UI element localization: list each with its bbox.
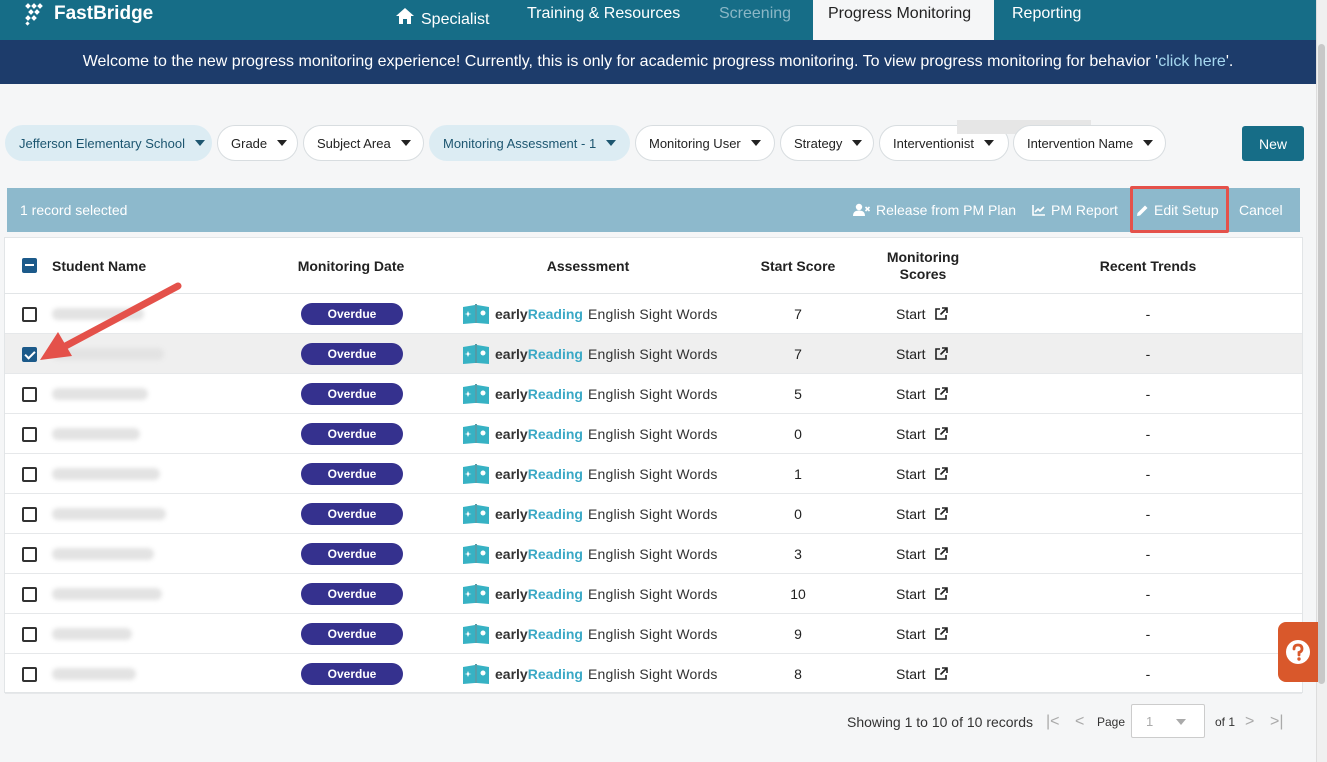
- help-icon: [1285, 639, 1311, 665]
- release-label: Release from PM Plan: [876, 202, 1017, 218]
- assessment-cell: [462, 414, 718, 454]
- last-page-icon[interactable]: >|: [1270, 713, 1284, 730]
- row-checkbox[interactable]: [22, 387, 37, 402]
- assessment-brand-early: early: [495, 306, 528, 322]
- pager-summary: Showing 1 to 10 of 10 records: [847, 714, 1034, 730]
- table-row[interactable]: [5, 414, 1302, 454]
- early-reading-book-icon: [462, 383, 490, 405]
- nav-specialist-label: Specialist: [421, 11, 490, 28]
- assessment-brand-reading: Reading: [527, 626, 583, 642]
- row-checkbox[interactable]: [22, 427, 37, 442]
- header-monitoring-date[interactable]: Monitoring Date: [297, 258, 405, 274]
- early-reading-book-icon: [462, 303, 490, 325]
- assessment-brand-early: early: [495, 386, 528, 402]
- table-row[interactable]: [5, 454, 1302, 494]
- start-score: 7: [794, 346, 802, 362]
- early-reading-book-icon: [462, 583, 490, 605]
- row-checkbox[interactable]: [22, 507, 37, 522]
- start-score: 3: [794, 546, 802, 562]
- early-reading-book-icon: [462, 623, 490, 645]
- recent-trend: -: [1145, 626, 1151, 642]
- user-remove-icon: [853, 203, 871, 217]
- table-row[interactable]: [5, 534, 1302, 574]
- assessment-cell: [462, 294, 718, 334]
- assessment-cell: [462, 614, 718, 654]
- assessment-name: English Sight Words: [587, 346, 718, 362]
- chevron-down-icon: [751, 140, 761, 146]
- pm-report-button[interactable]: [1032, 188, 1118, 232]
- start-label: Start: [896, 506, 926, 522]
- start-score: 0: [794, 506, 802, 522]
- cancel-button[interactable]: Cancel: [1239, 202, 1283, 218]
- external-link-icon: [934, 587, 948, 601]
- recent-trend: -: [1145, 306, 1151, 322]
- start-label: Start: [896, 666, 926, 682]
- assessment-cell: [462, 534, 718, 574]
- recent-trend: -: [1145, 346, 1151, 362]
- filter-school[interactable]: [5, 125, 212, 161]
- header-monitoring-scores-line2: Scores: [899, 266, 947, 282]
- new-button[interactable]: New: [1242, 126, 1304, 161]
- assessment-brand-early: early: [495, 466, 528, 482]
- chevron-down-icon: [401, 140, 411, 146]
- annotation-arrow: [36, 280, 186, 370]
- first-page-icon[interactable]: |<: [1046, 713, 1060, 730]
- fastbridge-logo-icon: [24, 2, 48, 26]
- students-table: [4, 237, 1303, 693]
- banner-text: Welcome to the new progress monitoring experience! Currently, this is only for academic progress monitoring. To view progress monitoring for behavior ': [82, 53, 1159, 70]
- status-badge: Overdue: [301, 303, 403, 325]
- start-score: 5: [794, 386, 802, 402]
- filter-strategy-label: Strategy: [794, 135, 843, 151]
- chevron-down-icon: [852, 140, 862, 146]
- assessment-name: English Sight Words: [587, 386, 718, 402]
- prev-page-icon[interactable]: <: [1075, 713, 1085, 730]
- page-select-value: 1: [1146, 713, 1154, 729]
- filter-monitoring-user-label: Monitoring User: [649, 135, 741, 151]
- release-from-pm-plan-button[interactable]: [853, 188, 1016, 232]
- assessment-name: English Sight Words: [587, 466, 718, 482]
- next-page-icon[interactable]: >: [1245, 713, 1255, 730]
- filter-grade-label: Grade: [231, 135, 268, 151]
- external-link-icon: [934, 347, 948, 361]
- monitoring-scores-start-link[interactable]: [896, 294, 948, 334]
- assessment-cell: [462, 574, 718, 614]
- start-label: Start: [896, 466, 926, 482]
- filter-intervention-name[interactable]: [1013, 125, 1166, 161]
- monitoring-scores-start-link[interactable]: [896, 414, 948, 454]
- selected-count: 1 record selected: [20, 202, 128, 218]
- assessment-brand-reading: Reading: [527, 466, 583, 482]
- start-label: Start: [896, 426, 926, 442]
- external-link-icon: [934, 467, 948, 481]
- student-name-redacted[interactable]: [52, 588, 162, 600]
- external-link-icon: [934, 507, 948, 521]
- status-badge: Overdue: [301, 423, 403, 445]
- assessment-brand-early: early: [495, 626, 528, 642]
- assessment-brand-reading: Reading: [527, 546, 583, 562]
- home-icon: [395, 7, 415, 25]
- assessment-name: English Sight Words: [587, 666, 718, 682]
- chevron-down-icon: [195, 140, 205, 146]
- start-score: 7: [794, 306, 802, 322]
- row-checkbox[interactable]: [22, 627, 37, 642]
- assessment-cell: [462, 334, 718, 374]
- table-row[interactable]: [5, 334, 1302, 374]
- row-checkbox[interactable]: [22, 467, 37, 482]
- recent-trend: -: [1145, 466, 1151, 482]
- nav-screening[interactable]: Screening: [719, 5, 792, 22]
- assessment-brand-early: early: [495, 666, 528, 682]
- monitoring-scores-start-link[interactable]: [896, 654, 948, 694]
- student-name-redacted[interactable]: [52, 388, 148, 400]
- recent-trend: -: [1145, 506, 1151, 522]
- assessment-brand-early: early: [495, 586, 528, 602]
- nav-training-resources[interactable]: Training & Resources: [527, 5, 681, 22]
- assessment-brand-reading: Reading: [527, 346, 583, 362]
- early-reading-book-icon: [462, 343, 490, 365]
- table-row[interactable]: [5, 574, 1302, 614]
- student-name-redacted[interactable]: [52, 628, 132, 640]
- header-monitoring-scores[interactable]: [873, 249, 973, 283]
- assessment-brand-early: early: [495, 426, 528, 442]
- assessment-name: English Sight Words: [587, 586, 718, 602]
- chevron-down-icon: [277, 140, 287, 146]
- early-reading-book-icon: [462, 503, 490, 525]
- start-label: Start: [896, 346, 926, 362]
- scrollbar-thumb[interactable]: [1318, 44, 1325, 684]
- assessment-name: English Sight Words: [587, 626, 718, 642]
- help-button[interactable]: [1278, 622, 1318, 682]
- recent-trend: -: [1145, 666, 1151, 682]
- filter-monitoring-assessment[interactable]: [429, 125, 630, 161]
- monitoring-scores-start-link[interactable]: [896, 494, 948, 534]
- brand[interactable]: [24, 2, 153, 26]
- page-label: Page: [1097, 715, 1126, 729]
- nav-specialist[interactable]: [395, 0, 489, 40]
- edit-setup-label: Edit Setup: [1154, 202, 1219, 218]
- header-student-name[interactable]: Student Name: [52, 258, 147, 274]
- status-badge: Overdue: [301, 463, 403, 485]
- early-reading-book-icon: [462, 423, 490, 445]
- assessment-brand-reading: Reading: [527, 386, 583, 402]
- monitoring-scores-start-link[interactable]: [896, 454, 948, 494]
- edit-setup-highlight: [1130, 186, 1229, 233]
- banner-suffix: '.: [1225, 53, 1234, 70]
- status-badge: Overdue: [301, 343, 403, 365]
- assessment-name: English Sight Words: [587, 306, 718, 322]
- external-link-icon: [934, 307, 948, 321]
- student-name-redacted[interactable]: [52, 468, 160, 480]
- start-score: 10: [790, 586, 806, 602]
- external-link-icon: [934, 627, 948, 641]
- filter-subject-area-label: Subject Area: [317, 135, 391, 151]
- chevron-down-icon: [984, 140, 994, 146]
- row-checkbox[interactable]: [22, 587, 37, 602]
- row-checkbox[interactable]: [22, 347, 37, 362]
- student-name-redacted[interactable]: [52, 548, 154, 560]
- early-reading-book-icon: [462, 463, 490, 485]
- recent-trend: -: [1145, 586, 1151, 602]
- assessment-brand-early: early: [495, 346, 528, 362]
- start-label: Start: [896, 306, 926, 322]
- welcome-banner: [0, 40, 1316, 84]
- assessment-brand-reading: Reading: [527, 506, 583, 522]
- status-badge: Overdue: [301, 663, 403, 685]
- table-row[interactable]: [5, 294, 1302, 334]
- table-row[interactable]: [5, 614, 1302, 654]
- select-all-checkbox[interactable]: [22, 258, 37, 273]
- filter-interventionist-label: Interventionist: [893, 135, 974, 151]
- assessment-brand-early: early: [495, 506, 528, 522]
- recent-trend: -: [1145, 386, 1151, 402]
- assessment-name: English Sight Words: [587, 546, 718, 562]
- row-checkbox[interactable]: [22, 307, 37, 322]
- status-badge: Overdue: [301, 583, 403, 605]
- filter-intervention-name-label: Intervention Name: [1027, 135, 1134, 151]
- table-header: [5, 238, 1302, 294]
- status-badge: Overdue: [301, 543, 403, 565]
- external-link-icon: [934, 547, 948, 561]
- table-row[interactable]: [5, 654, 1302, 694]
- filter-school-label: Jefferson Elementary School: [19, 135, 185, 151]
- header-assessment[interactable]: Assessment: [546, 258, 630, 274]
- monitoring-scores-start-link[interactable]: [896, 614, 948, 654]
- start-label: Start: [896, 586, 926, 602]
- assessment-cell: [462, 454, 718, 494]
- page-select[interactable]: [1131, 704, 1205, 738]
- assessment-cell: [462, 374, 718, 414]
- monitoring-scores-start-link[interactable]: [896, 374, 948, 414]
- student-name-redacted[interactable]: [52, 508, 166, 520]
- nav-reporting[interactable]: Reporting: [1012, 5, 1082, 22]
- filter-subject-area[interactable]: [303, 125, 424, 161]
- brand-name: FastBridge: [54, 3, 154, 24]
- header-monitoring-scores-line1: Monitoring: [886, 249, 960, 265]
- start-score: 9: [794, 626, 802, 642]
- assessment-cell: [462, 654, 718, 694]
- chevron-down-icon: [1176, 719, 1186, 725]
- start-score: 1: [794, 466, 802, 482]
- external-link-icon: [934, 427, 948, 441]
- assessment-cell: [462, 494, 718, 534]
- status-badge: Overdue: [301, 623, 403, 645]
- filter-monitoring-user[interactable]: [635, 125, 775, 161]
- row-checkbox[interactable]: [22, 547, 37, 562]
- header-start-score[interactable]: Start Score: [760, 258, 836, 274]
- assessment-brand-reading: Reading: [527, 666, 583, 682]
- table-row[interactable]: [5, 374, 1302, 414]
- status-badge: Overdue: [301, 383, 403, 405]
- student-name-redacted[interactable]: [52, 668, 136, 680]
- start-label: Start: [896, 626, 926, 642]
- nav-progress-monitoring[interactable]: Progress Monitoring: [813, 0, 994, 40]
- assessment-name: English Sight Words: [587, 506, 718, 522]
- student-name-redacted[interactable]: [52, 428, 140, 440]
- early-reading-book-icon: [462, 543, 490, 565]
- assessment-brand-reading: Reading: [527, 586, 583, 602]
- recent-trend: -: [1145, 426, 1151, 442]
- chart-icon: [1032, 204, 1046, 216]
- start-label: Start: [896, 386, 926, 402]
- top-nav: [0, 0, 1316, 40]
- monitoring-scores-start-link[interactable]: [896, 574, 948, 614]
- start-score: 8: [794, 666, 802, 682]
- filter-strategy[interactable]: [780, 125, 874, 161]
- selection-action-bar: [7, 188, 1300, 232]
- banner-click-here-link[interactable]: click here: [1158, 53, 1226, 70]
- monitoring-scores-start-link[interactable]: [896, 334, 948, 374]
- external-link-icon: [934, 387, 948, 401]
- header-recent-trends[interactable]: Recent Trends: [1099, 258, 1197, 274]
- chevron-down-icon: [606, 140, 616, 146]
- filter-grade[interactable]: [217, 125, 298, 161]
- assessment-brand-reading: Reading: [527, 426, 583, 442]
- page-of-label: of 1: [1215, 715, 1236, 729]
- pm-report-label: PM Report: [1051, 202, 1118, 218]
- monitoring-scores-start-link[interactable]: [896, 534, 948, 574]
- row-checkbox[interactable]: [22, 667, 37, 682]
- assessment-name: English Sight Words: [587, 426, 718, 442]
- status-badge: Overdue: [301, 503, 403, 525]
- assessment-brand-early: early: [495, 546, 528, 562]
- start-label: Start: [896, 546, 926, 562]
- start-score: 0: [794, 426, 802, 442]
- external-link-icon: [934, 667, 948, 681]
- early-reading-book-icon: [462, 663, 490, 685]
- assessment-brand-reading: Reading: [527, 306, 583, 322]
- chevron-down-icon: [1143, 140, 1153, 146]
- filter-monitoring-assessment-label: Monitoring Assessment - 1: [443, 135, 597, 151]
- table-row[interactable]: [5, 494, 1302, 534]
- recent-trend: -: [1145, 546, 1151, 562]
